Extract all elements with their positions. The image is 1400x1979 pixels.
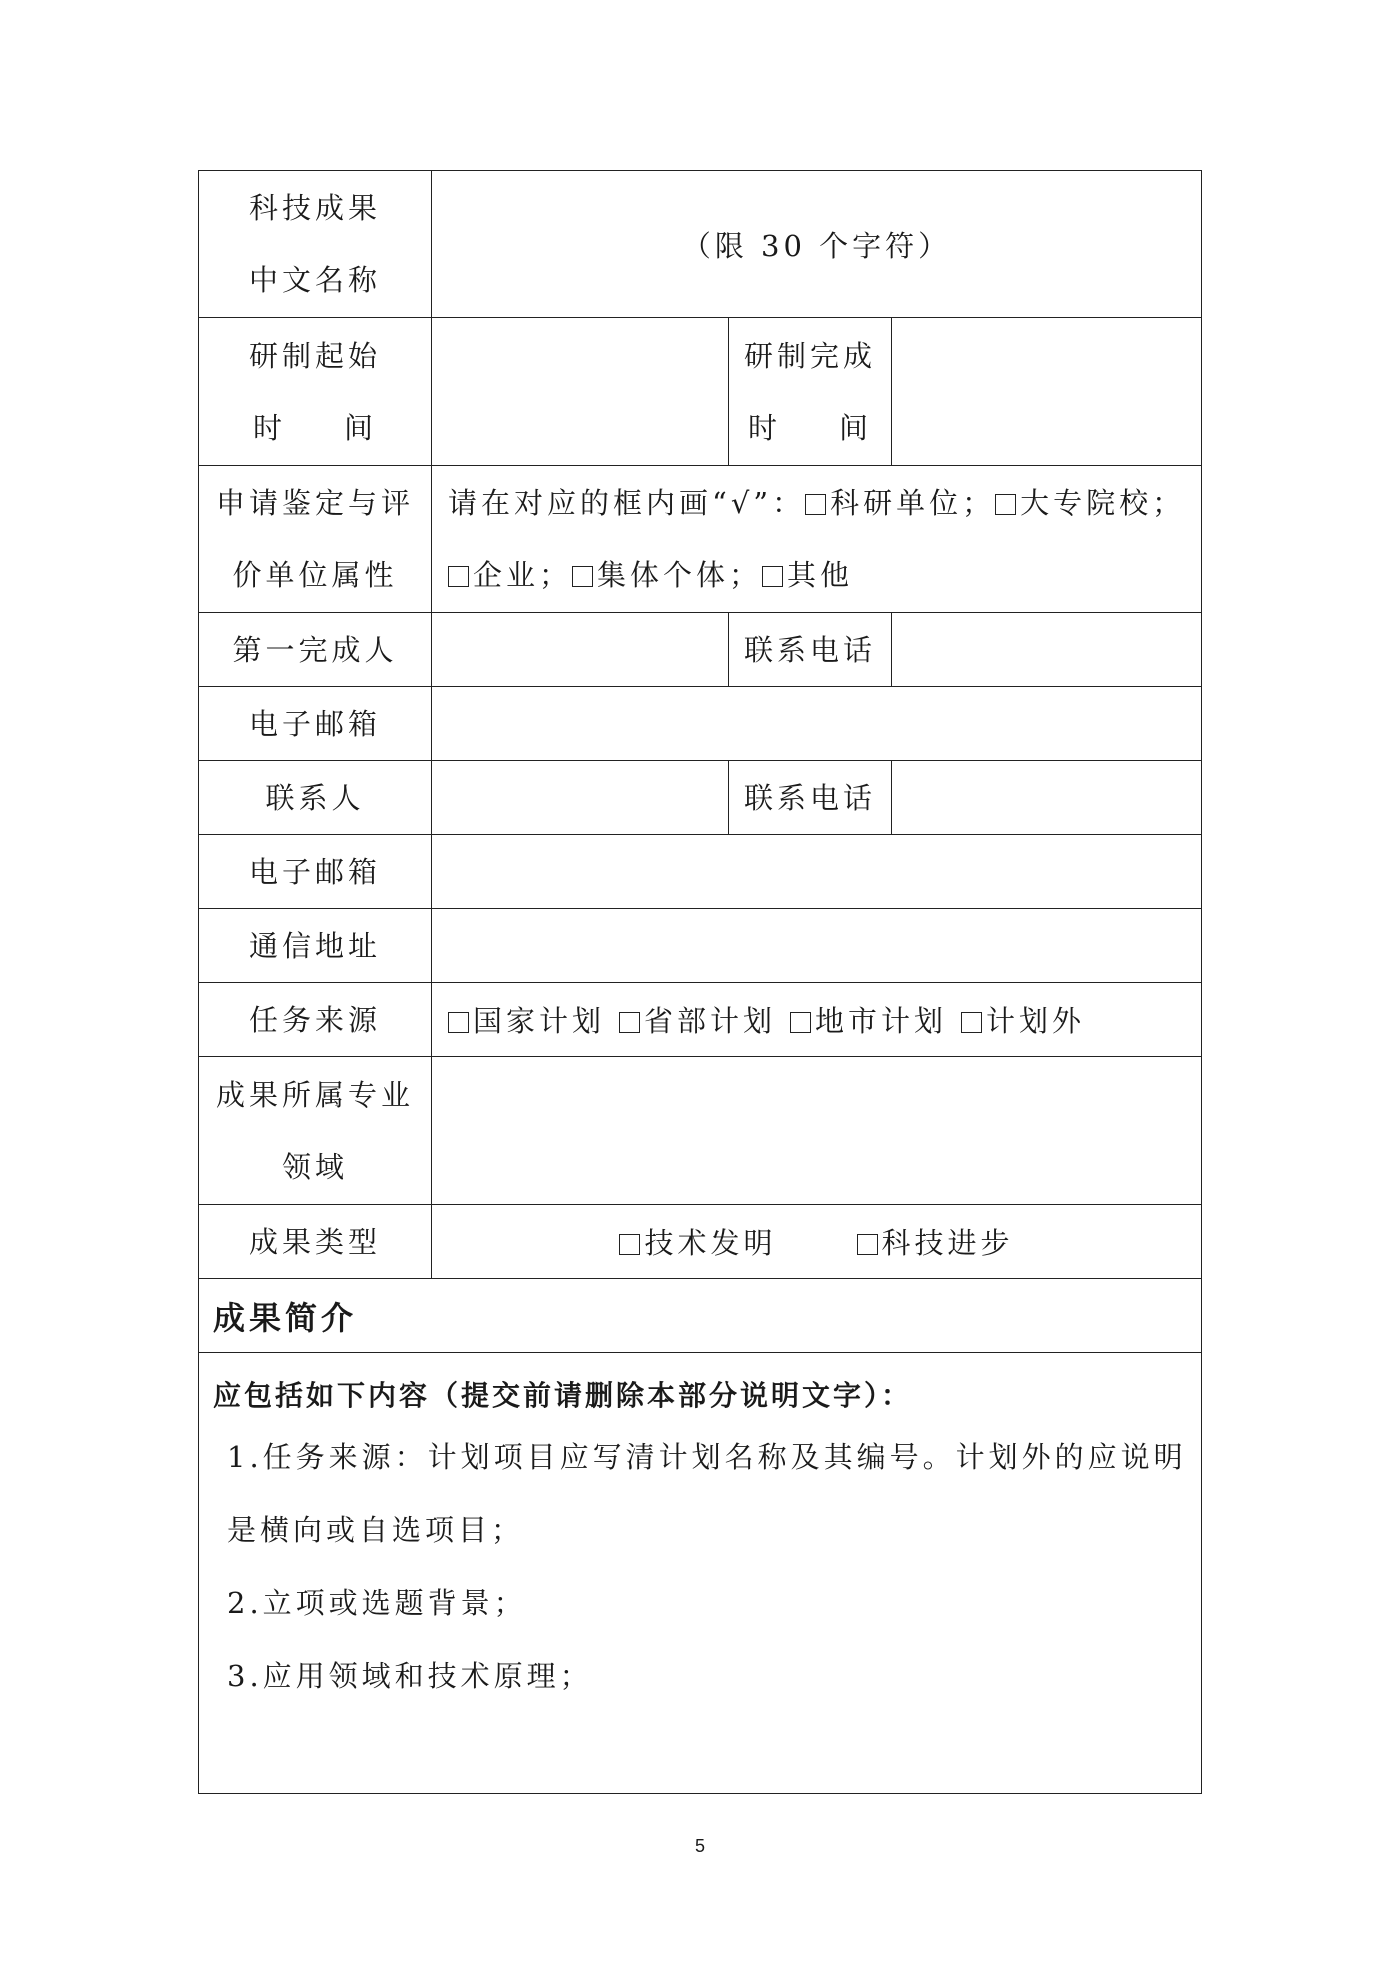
title-hint: （限 30 个字符） — [681, 228, 952, 263]
achievement-type-label: 成果类型 — [199, 1205, 432, 1279]
start-time-label-cell — [199, 318, 432, 466]
contact-label: 联系人 — [199, 761, 432, 835]
first-person-input-cell[interactable] — [432, 613, 729, 687]
email-label-2: 电子邮箱 — [199, 835, 432, 909]
checkbox-icon — [448, 566, 469, 587]
checkbox-outside-plan[interactable]: 计划外 — [961, 1004, 1085, 1038]
checkbox-other[interactable]: 其他 — [762, 558, 853, 592]
address-label: 通信地址 — [199, 909, 432, 983]
checkbox-provincial-plan[interactable]: 省部计划 — [619, 1004, 776, 1038]
end-time-input-cell[interactable] — [892, 318, 1202, 466]
field-input-cell[interactable] — [432, 1057, 1202, 1205]
end-time-label-line-1: 研制完成 — [743, 338, 876, 373]
checkbox-icon — [857, 1234, 878, 1255]
table-row — [199, 909, 1202, 983]
end-time-label-cell — [729, 318, 892, 466]
checkbox-icon — [448, 1012, 469, 1033]
table-row — [199, 983, 1202, 1057]
field-label-cell — [199, 1057, 432, 1205]
checkbox-icon — [762, 566, 783, 587]
achievement-form-table — [198, 170, 1202, 1794]
address-input-cell[interactable] — [432, 909, 1202, 983]
title-label-line-1: 科技成果 — [248, 191, 381, 225]
summary-content-cell[interactable] — [199, 1353, 1202, 1794]
phone-input-cell-1[interactable] — [892, 613, 1202, 687]
checkbox-national-plan[interactable]: 国家计划 — [448, 1004, 605, 1038]
checkbox-icon — [995, 494, 1016, 515]
summary-section-title: 成果简介 — [199, 1279, 1202, 1353]
contact-input-cell[interactable] — [432, 761, 729, 835]
table-row — [199, 1279, 1202, 1353]
unit-attribute-label-line-1: 申请鉴定与评 — [215, 486, 414, 520]
task-source-options-cell — [432, 983, 1202, 1057]
table-row — [199, 1353, 1202, 1794]
checkbox-icon — [790, 1012, 811, 1033]
field-label-line-2: 领域 — [281, 1149, 348, 1184]
checkbox-icon — [572, 566, 593, 587]
checkbox-enterprise[interactable]: 企业； — [448, 558, 572, 592]
checkbox-tech-progress[interactable]: 科技进步 — [857, 1226, 1014, 1260]
table-row — [199, 835, 1202, 909]
table-row — [199, 761, 1202, 835]
table-row — [199, 318, 1202, 466]
end-time-label-line-2: 时 间 — [747, 410, 873, 445]
summary-item: 3.应用领域和技术原理； — [227, 1659, 593, 1693]
checkbox-icon — [805, 494, 826, 515]
email-label-1: 电子邮箱 — [199, 687, 432, 761]
checkbox-icon — [619, 1012, 640, 1033]
email-input-cell-2[interactable] — [432, 835, 1202, 909]
table-row — [199, 613, 1202, 687]
checkbox-icon — [619, 1234, 640, 1255]
task-source-label: 任务来源 — [199, 983, 432, 1057]
start-time-label-line-1: 研制起始 — [248, 338, 381, 373]
unit-attribute-label-cell — [199, 466, 432, 613]
start-time-input-cell[interactable] — [432, 318, 729, 466]
summary-item: 2.立项或选题背景； — [227, 1586, 527, 1620]
checkbox-research-unit[interactable]: 科研单位； — [805, 486, 995, 520]
table-row — [199, 1057, 1202, 1205]
phone-label-2: 联系电话 — [729, 761, 892, 835]
start-time-label-line-2: 时 间 — [252, 410, 378, 445]
title-label-cell — [199, 171, 432, 318]
page-number: 5 — [694, 1836, 705, 1856]
field-label-line-1: 成果所属专业 — [215, 1077, 414, 1112]
summary-item: 1.任务来源：计划项目应写清计划名称及其编号。计划外的应说明 — [227, 1440, 1187, 1474]
checkbox-collective-individual[interactable]: 集体个体； — [572, 558, 762, 592]
title-label-line-2: 中文名称 — [248, 263, 381, 297]
table-row — [199, 1205, 1202, 1279]
unit-attribute-instruction: 请在对应的框内画“√”： — [448, 486, 806, 520]
achievement-type-options-cell — [432, 1205, 1202, 1279]
table-row — [199, 466, 1202, 613]
phone-input-cell-2[interactable] — [892, 761, 1202, 835]
table-row — [199, 171, 1202, 318]
email-input-cell-1[interactable] — [432, 687, 1202, 761]
table-row — [199, 687, 1202, 761]
checkbox-icon — [961, 1012, 982, 1033]
unit-attribute-options-cell — [432, 466, 1202, 613]
first-person-label: 第一完成人 — [199, 613, 432, 687]
checkbox-municipal-plan[interactable]: 地市计划 — [790, 1004, 947, 1038]
unit-attribute-label-line-2: 价单位属性 — [232, 558, 398, 592]
summary-heading: 应包括如下内容（提交前请删除本部分说明文字）： — [213, 1379, 913, 1412]
checkbox-technical-invention[interactable]: 技术发明 — [619, 1226, 776, 1260]
checkbox-college[interactable]: 大专院校； — [995, 486, 1185, 520]
phone-label-1: 联系电话 — [729, 613, 892, 687]
summary-item: 是横向或自选项目； — [227, 1513, 525, 1547]
title-input-cell[interactable] — [432, 171, 1202, 318]
